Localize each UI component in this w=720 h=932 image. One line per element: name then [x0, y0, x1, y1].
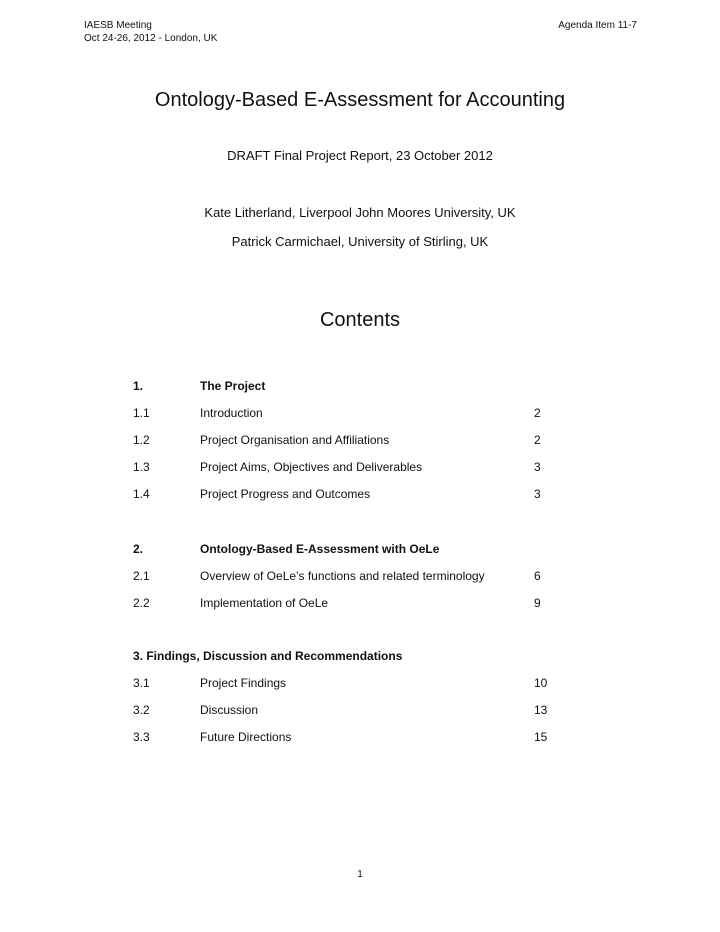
toc-entry-title: Project Organisation and Affiliations [200, 433, 390, 447]
toc-entry-page: 3 [534, 460, 541, 474]
toc-entry-title: Project Findings [200, 676, 287, 690]
toc-entry-page: 9 [534, 596, 541, 610]
section-2-number: 2. [133, 542, 144, 556]
toc-entry-page: 6 [534, 569, 541, 583]
toc-entry-page: 10 [534, 676, 548, 690]
toc-entry-number: 2.2 [133, 596, 150, 610]
toc-entry-title: Project Aims, Objectives and Deliverables [200, 460, 423, 474]
section-3-title: 3. Findings, Discussion and Recommendations [133, 649, 403, 663]
toc-entry-page: 3 [534, 487, 541, 501]
toc-entry-title: Implementation of OeLe [200, 596, 329, 610]
author-2: Patrick Carmichael, University of Stirling, UK [231, 234, 489, 249]
author-1: Kate Litherland, Liverpool John Moores University, UK [204, 205, 516, 220]
document-title: Ontology-Based E-Assessment for Accounting [154, 89, 566, 111]
toc-entry-title: Overview of OeLe’s functions and related terminology [200, 569, 485, 583]
toc-entry-title: Discussion [200, 703, 259, 717]
section-1-title: The Project [200, 379, 266, 393]
section-2-title: Ontology-Based E-Assessment with OeLe [200, 542, 440, 556]
toc-entry-title: Future Directions [200, 730, 292, 744]
header-date-location: Oct 24-26, 2012 - London, UK [84, 33, 218, 44]
toc-entry-number: 3.2 [133, 703, 150, 717]
toc-entry-number: 1.3 [133, 460, 150, 474]
header-meeting: IAESB Meeting [84, 20, 152, 31]
document-subtitle: DRAFT Final Project Report, 23 October 2012 [227, 148, 493, 163]
toc-entry-number: 3.1 [133, 676, 150, 690]
toc-entry-page: 2 [534, 433, 541, 447]
toc-entry-number: 1.1 [133, 406, 150, 420]
toc-entry-number: 1.4 [133, 487, 150, 501]
page-number: 1 [357, 869, 363, 880]
toc-entry-number: 1.2 [133, 433, 150, 447]
contents-heading: Contents [319, 309, 401, 331]
toc-entry-page: 15 [534, 730, 548, 744]
toc-entry-page: 13 [534, 703, 548, 717]
toc-entry-page: 2 [534, 406, 541, 420]
section-1-number: 1. [133, 379, 144, 393]
toc-entry-number: 2.1 [133, 569, 150, 583]
toc-entry-title: Introduction [200, 406, 263, 420]
toc-entry-title: Project Progress and Outcomes [200, 487, 371, 501]
toc-entry-number: 3.3 [133, 730, 150, 744]
header-agenda-item: Agenda Item 11-7 [558, 20, 637, 31]
